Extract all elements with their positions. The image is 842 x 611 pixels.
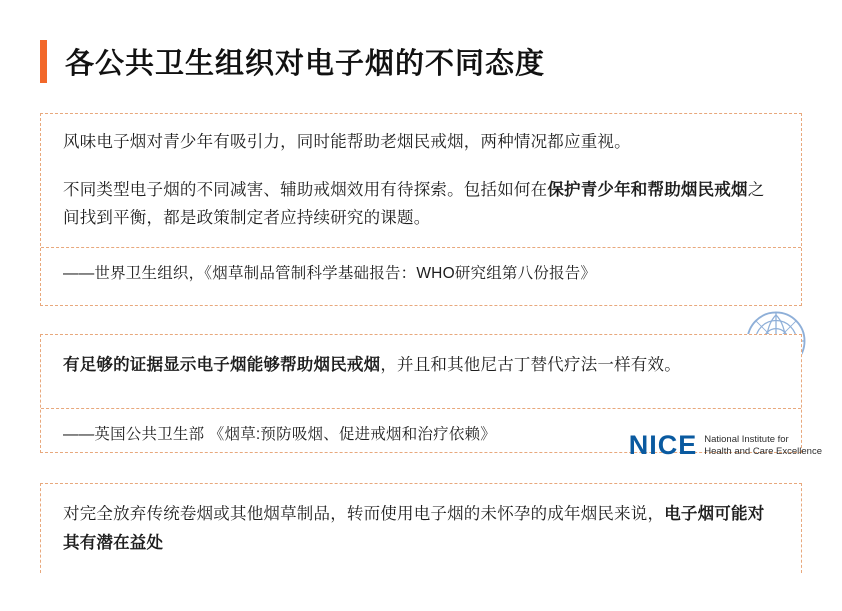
third-paragraph-part-1: 对完全放弃传统卷烟或其他烟草制品，转而使用电子烟的未怀孕的成年烟民来说， bbox=[63, 505, 665, 523]
nice-paragraph-part-2: ，并且和其他尼古丁替代疗法一样有效。 bbox=[380, 356, 681, 374]
quote-block-who bbox=[40, 113, 802, 306]
nice-source-citation: ——英国公共卫生部 《烟草:预防吸烟、促进戒烟和治疗依赖》 bbox=[63, 425, 496, 443]
nice-block-divider bbox=[41, 408, 801, 409]
nice-logo-subtitle-line-2: Health and Care Excellence bbox=[704, 445, 822, 457]
third-paragraph-part-2-bold: 电子烟可能对其有潜在益处 bbox=[63, 505, 765, 552]
third-quote-paragraph bbox=[63, 500, 779, 558]
title-accent-bar bbox=[40, 40, 47, 83]
who-paragraph-part-2-bold: 保护青少年和帮助烟民戒烟 bbox=[547, 180, 748, 199]
who-source-citation: ——世界卫生组织，《烟草制品管制科学基础报告：WHO研究组第八份报告》 bbox=[63, 265, 597, 283]
nice-paragraph-part-1-bold: 有足够的证据显示电子烟能够帮助烟民戒烟 bbox=[63, 356, 381, 374]
nice-logo-subtitle bbox=[704, 434, 822, 458]
nice-logo-wordmark: NICE bbox=[628, 430, 698, 460]
who-paragraph-part-1: 不同类型电子烟的不同减害、辅助戒烟效用有待探索。包括如何在 bbox=[63, 180, 548, 199]
quote-block-third bbox=[40, 483, 802, 573]
who-block-divider bbox=[41, 247, 801, 248]
nice-logo-subtitle-line-1: National Institute for bbox=[704, 433, 789, 445]
nice-logo bbox=[629, 432, 822, 459]
nice-quote-paragraph bbox=[63, 351, 779, 380]
page-title-text: 各公共卫生组织对电子烟的不同态度 bbox=[65, 47, 546, 80]
who-quote-paragraph bbox=[63, 176, 779, 234]
who-quote-line-1: 风味电子烟对青少年有吸引力，同时能帮助老烟民戒烟，两种情况都应重视。 bbox=[63, 133, 631, 151]
page-title bbox=[28, 0, 814, 88]
who-paragraph-part-3: 之间找到平衡，都是政策制定者应持续研究的课题。 bbox=[63, 180, 765, 228]
